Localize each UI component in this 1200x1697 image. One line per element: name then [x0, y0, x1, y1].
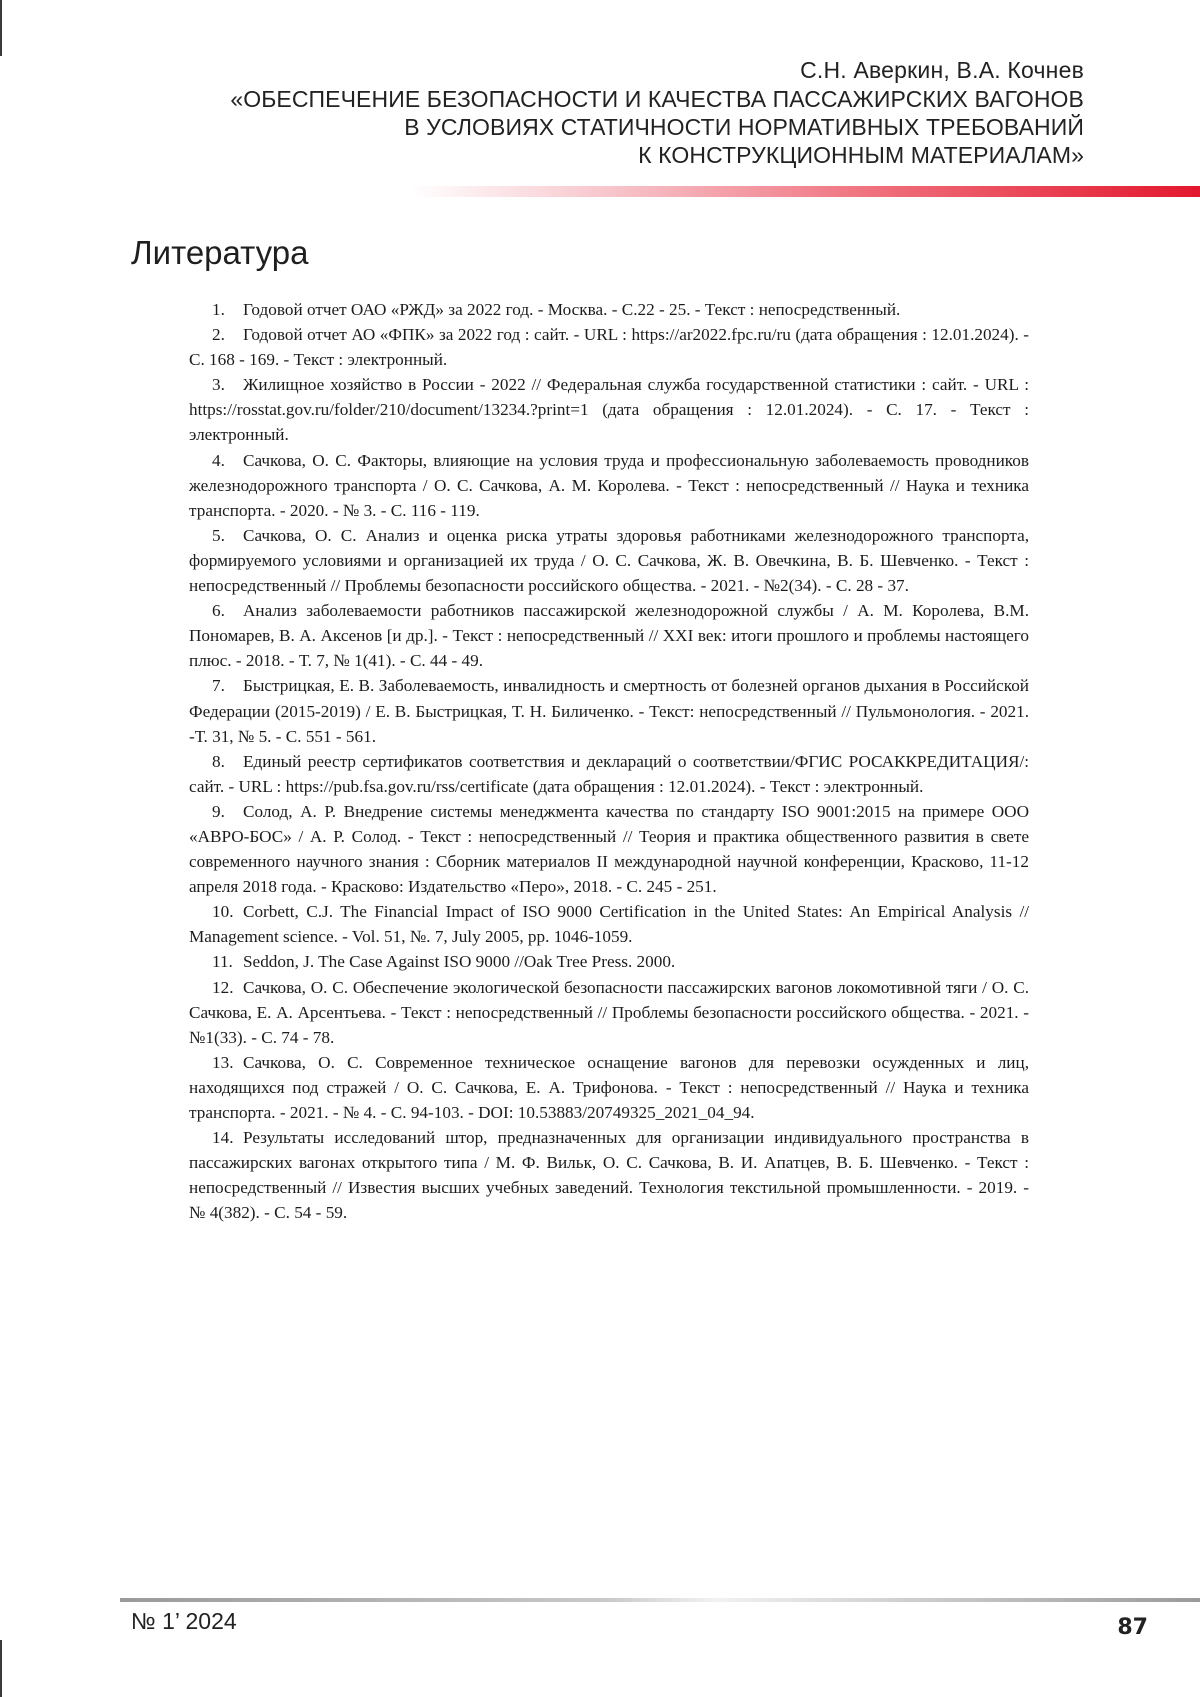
section-title: Литература	[131, 234, 309, 271]
reference-number: 5.	[212, 525, 225, 545]
reference-text: Быстрицкая, Е. В. Заболеваемость, инвалидность и смертность от болезней органов дыхания в Российской Федерации (2015-2019) / Е. В. Быстрицкая, Т. Н. Биличенко. - Текст: непосредственный // Пульмонология. - 2021. -Т. 31, № 5. - С. 551 - 561.	[189, 676, 1029, 746]
reference-number: 11.	[212, 952, 233, 972]
reference-number: 8.	[212, 751, 225, 771]
reference-item	[189, 975, 1029, 1050]
reference-text: Corbett, C.J. The Financial Impact of ISO 9000 Certification in the United States: An Empirical Analysis // Management science. - Vol. 51, №. 7, July 2005, pp. 1046-1059.	[189, 902, 1029, 947]
reference-item	[189, 799, 1029, 899]
crop-mark-bottom	[0, 1640, 2, 1697]
reference-number: 13.	[212, 1052, 234, 1072]
reference-number: 2.	[212, 325, 225, 345]
reference-number: 9.	[212, 801, 225, 821]
reference-item	[189, 749, 1029, 799]
footer-rule	[120, 1598, 1200, 1602]
reference-number: 7.	[212, 676, 225, 696]
reference-text: Сачкова, О. С. Факторы, влияющие на условия труда и профессиональную заболеваемость проводников железнодорожного транспорта / О. С. Сачкова, А. М. Королева. - Текст : непосредственный // Наука и техника транспорта. - 2020. - № 3. - С. 116 - 119.	[189, 450, 1029, 520]
reference-number: 12.	[212, 977, 234, 997]
running-header	[230, 56, 1084, 169]
reference-number: 4.	[212, 450, 225, 470]
reference-item	[189, 673, 1029, 748]
reference-item	[189, 322, 1029, 372]
header-authors: С.Н. Аверкин, В.А. Кочнев	[800, 57, 1084, 83]
reference-item	[189, 523, 1029, 598]
reference-text: Жилищное хозяйство в России - 2022 // Федеральная служба государственной статистики : сайт. - URL : https://rosstat.gov.ru/folder/210/document/13234.?print=1 (дата обращения : 12.01.2024). - С. 17. - Текст : электронный.	[189, 375, 1029, 445]
issue-number: № 1’ 2024	[131, 1608, 237, 1634]
reference-number: 14.	[212, 1128, 234, 1148]
reference-text: Анализ заболеваемости работников пассажирской железнодорожной службы / А. М. Королева, В.М. Пономарев, В. А. Аксенов [и др.]. - Текст : непосредственный // XXI век: итоги прошлого и проблемы настоящего плюс. - 2018. - Т. 7, № 1(41). - С. 44 - 49.	[189, 601, 1029, 671]
reference-text: Сачкова, О. С. Обеспечение экологической безопасности пассажирских вагонов локомотивной тяги / О. С. Сачкова, Е. А. Арсентьева. - Текст : непосредственный // Проблемы безопасности российского общества. - 2021. - №1(33). - С. 74 - 78.	[189, 977, 1029, 1047]
header-title-line: К КОНСТРУКЦИОННЫМ МАТЕРИАЛАМ»	[638, 142, 1084, 168]
header-title-line: В УСЛОВИЯХ СТАТИЧНОСТИ НОРМАТИВНЫХ ТРЕБОВАНИЙ	[404, 114, 1084, 140]
reference-item	[189, 372, 1029, 447]
reference-text: Годовой отчет ОАО «РЖД» за 2022 год. - Москва. - С.22 - 25. - Текст : непосредственный.	[243, 300, 901, 319]
reference-number: 10.	[212, 902, 234, 922]
reference-text: Сачкова, О. С. Современное техническое оснащение вагонов для перевозки осужденных и лиц, находящихся под стражей / О. С. Сачкова, Е. А. Трифонова. - Текст : непосредственный // Наука и техника транспорта. - 2021. - № 4. - С. 94-103. - DOI: 10.53883/20749325_2021_04_94.	[189, 1052, 1029, 1122]
reference-item	[189, 899, 1029, 949]
reference-text: Сачкова, О. С. Анализ и оценка риска утраты здоровья работниками железнодорожного транспорта, формируемого условиями и организацией их труда / О. С. Сачкова, Ж. В. Овечкина, В. Б. Шевченко. - Текст : непосредственный // Проблемы безопасности российского общества. - 2021. - №2(34). - С. 28 - 37.	[189, 525, 1029, 596]
header-gradient-bar	[410, 186, 1200, 197]
reference-number: 1.	[212, 300, 225, 319]
reference-item	[189, 1050, 1029, 1125]
reference-item	[189, 1125, 1029, 1225]
crop-mark-top	[0, 0, 2, 56]
reference-text: Единый реестр сертификатов соответствия и деклараций о соответствии/ФГИС РОСАККРЕДИТАЦИЯ/: сайт. - URL : https://pub.fsa.gov.ru/rss/certificate (дата обращения : 12.01.2024). - Текст : электронный.	[189, 751, 1029, 796]
reference-number: 3.	[212, 375, 225, 395]
reference-list	[189, 297, 1029, 1225]
reference-text: Годовой отчет АО «ФПК» за 2022 год : сайт. - URL : https://ar2022.fpc.ru/ru (дата обращения : 12.01.2024). - С. 168 - 169. - Текст : электронный.	[189, 325, 1029, 370]
page-number: 87	[1117, 1615, 1148, 1640]
reference-text: Солод, А. Р. Внедрение системы менеджмента качества по стандарту ISO 9001:2015 на примере ООО «АВРО-БОС» / А. Р. Солод. - Текст : непосредственный // Теория и практика общественного развития в свете современного научного знания : Сборник материалов II международной научной конференции, Красково, 11-12 апреля 2018 года. - Красково: Издательство «Перо», 2018. - С. 245 - 251.	[189, 801, 1029, 897]
reference-item	[189, 949, 1029, 974]
reference-item	[189, 448, 1029, 523]
reference-number: 6.	[212, 601, 225, 621]
reference-item	[189, 297, 1029, 322]
reference-text: Seddon, J. The Case Against ISO 9000 //Oak Tree Press. 2000.	[243, 952, 676, 972]
reference-text: Результаты исследований штор, предназначенных для организации индивидуального пространства в пассажирских вагонах открытого типа / М. Ф. Вильк, О. С. Сачкова, В. И. Апатцев, В. Б. Шевченко. - Текст : непосредственный // Известия высших учебных заведений. Технология текстильной промышленности. - 2019. - № 4(382). - С. 54 - 59.	[189, 1128, 1029, 1223]
header-title-line: «ОБЕСПЕЧЕНИЕ БЕЗОПАСНОСТИ И КАЧЕСТВА ПАССАЖИРСКИХ ВАГОНОВ	[230, 86, 1084, 112]
reference-item	[189, 598, 1029, 673]
